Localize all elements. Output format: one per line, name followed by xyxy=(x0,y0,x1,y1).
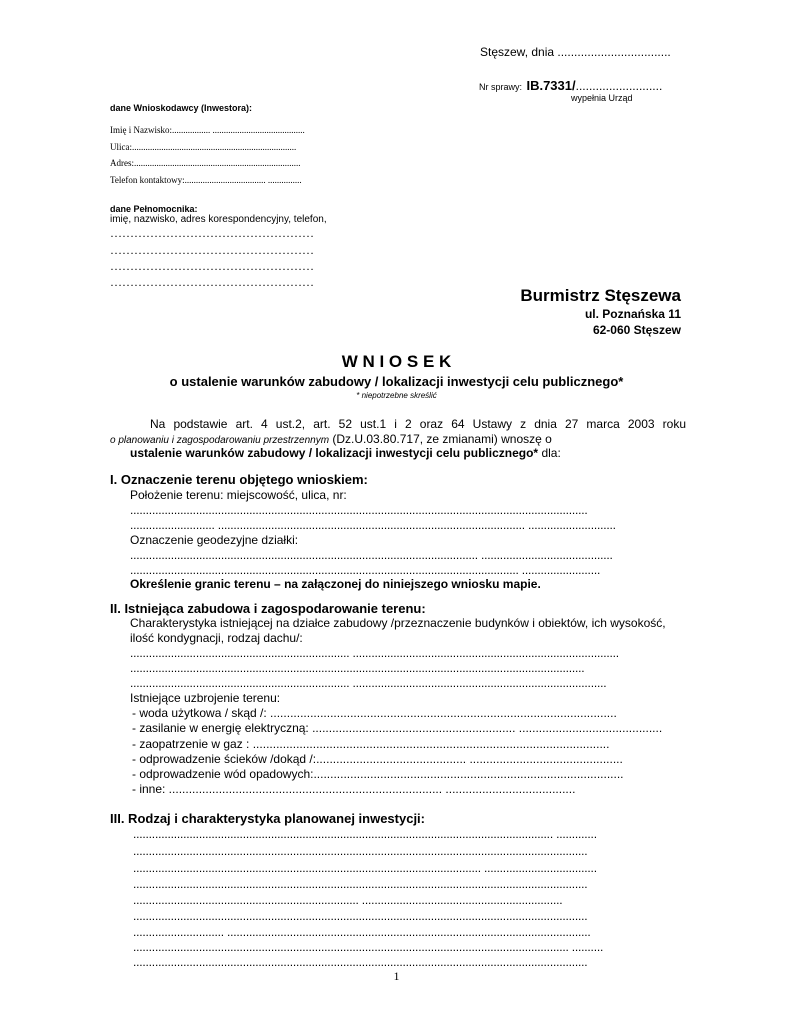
buildings-line[interactable]: ...................................................................... ..................................................................................... xyxy=(130,646,619,660)
proxy-line[interactable]: …………………………………………… xyxy=(110,226,314,240)
utility-electricity[interactable]: - zasilanie w energię elektryczną: ............................................................. ........................................... xyxy=(132,721,663,735)
page-number: 1 xyxy=(393,969,400,983)
investment-line[interactable]: ...................................................................................................................................... ............. xyxy=(133,827,597,841)
section-1-heading: I. Oznaczenie terenu objętego wnioskiem: xyxy=(110,472,368,487)
investment-line[interactable]: ............................. .................................................................................................................... xyxy=(133,925,591,939)
form-footnote: * niepotrzebne skreślić xyxy=(356,391,437,400)
intro-act-title: o planowaniu i zagospodarowaniu przestrzennym xyxy=(110,435,330,446)
form-subtitle: o ustalenie warunków zabudowy / lokalizacji inwestycji celu publicznego* xyxy=(169,374,624,389)
location-label: Położenie terenu: miejscowość, ulica, nr: xyxy=(130,488,347,502)
utility-other[interactable]: - inne: .................................................................................. ....................................... xyxy=(132,782,576,796)
intro-for: dla: xyxy=(538,446,561,460)
proxy-line[interactable]: …………………………………………… xyxy=(110,275,314,289)
intro-line-3 xyxy=(130,446,561,460)
case-number: IB.7331/ xyxy=(526,78,576,93)
buildings-line[interactable]: ...................................................................... ................................................................................. xyxy=(130,676,607,690)
utility-rainwater[interactable]: - odprowadzenie wód opadowych:............................................................................................. xyxy=(132,767,624,781)
proxy-heading: dane Pełnomocnika: xyxy=(110,204,198,214)
utility-sewage[interactable]: - odprowadzenie ścieków /dokąd /:............................................. .............................................. xyxy=(132,752,623,766)
addressee-title: Burmistrz Stęszewa xyxy=(520,286,681,305)
investment-line[interactable]: ........................................................................ ................................................................ xyxy=(133,893,563,907)
buildings-desc-line-1: Charakterystyka istniejącej na działce zabudowy /przeznaczenie budynków i obiektów, ich wysokość, xyxy=(130,616,666,630)
location-line[interactable]: .................................................................................................................................................. xyxy=(130,503,588,517)
plot-line[interactable]: ............................................................................................................... .......................................... xyxy=(130,548,613,562)
proxy-subheading: imię, nazwisko, adres korespondencyjny, telefon, xyxy=(110,214,327,225)
intro-request: ustalenie warunków zabudowy / lokalizacji inwestycji celu publicznego* xyxy=(130,446,539,460)
investment-line[interactable]: ................................................................................................................................................. xyxy=(133,877,588,891)
boundary-note: Określenie granic terenu – na załączonej do niniejszego wniosku mapie. xyxy=(130,577,541,591)
section-2-heading: II. Istniejąca zabudowa i zagospodarowanie terenu: xyxy=(110,601,426,616)
applicant-street-field[interactable]: Ulica:......................................................................... xyxy=(110,142,297,152)
investment-line[interactable]: ................................................................................................................................................. xyxy=(133,955,588,969)
proxy-line[interactable]: …………………………………………… xyxy=(110,259,314,273)
case-number-dots[interactable]: .......................... xyxy=(575,79,663,93)
utility-gas[interactable]: - zaopatrzenie w gaz : ........................................................................................................... xyxy=(132,737,610,751)
investment-line[interactable]: ........................................................................................................................................... .......... xyxy=(133,940,604,954)
section-3-heading: III. Rodzaj i charakterystyka planowanej inwestycji: xyxy=(110,811,426,826)
applicant-heading: dane Wnioskodawcy (Inwestora): xyxy=(110,103,253,113)
case-number-label: Nr sprawy: xyxy=(479,82,523,92)
plot-line[interactable]: ............................................................................................................................ ......................... xyxy=(130,563,601,577)
buildings-desc-line-2: ilość kondygnacji, rodzaj dachu/: xyxy=(130,631,303,645)
utility-water[interactable]: - woda użytkowa / skąd /: ........................................................................................................ xyxy=(132,706,617,720)
applicant-name-field[interactable]: Imię i Nazwisko:................. ......................................... xyxy=(110,125,305,135)
addressee-city: 62-060 Stęszew xyxy=(592,323,681,337)
location-line[interactable]: ........................... .................................................................................................. ............................ xyxy=(130,518,616,532)
investment-line[interactable]: ................................................................................................................................................. xyxy=(133,909,588,923)
investment-line[interactable]: ................................................................................................................................................. xyxy=(133,844,588,858)
applicant-address-field[interactable]: Adres:.......................................................................... xyxy=(110,158,301,168)
utilities-label: Istniejące uzbrojenie terenu: xyxy=(130,691,281,705)
form-title: W N I O S E K xyxy=(341,352,452,371)
intro-line-2 xyxy=(110,432,552,446)
intro-act-ref: (Dz.U.03.80.717, ze zmianami) wnoszę o xyxy=(329,432,552,446)
intro-line-1: Na podstawie art. 4 ust.2, art. 52 ust.1 i 2 oraz 64 Ustawy z dnia 27 marca 2003 roku xyxy=(150,417,686,431)
investment-line[interactable]: ............................................................................................................... .................................... xyxy=(133,861,597,875)
applicant-phone-field[interactable]: Telefon kontaktowy:.................................... ............... xyxy=(110,175,302,185)
place-date: Stęszew, dnia .................................. xyxy=(480,45,671,59)
case-number-note: wypełnia Urząd xyxy=(571,93,633,103)
buildings-line[interactable]: ................................................................................................................................................. xyxy=(130,661,585,675)
proxy-line[interactable]: …………………………………………… xyxy=(110,243,314,257)
addressee-street: ul. Poznańska 11 xyxy=(584,307,681,321)
plot-label: Oznaczenie geodezyjne działki: xyxy=(130,533,299,547)
